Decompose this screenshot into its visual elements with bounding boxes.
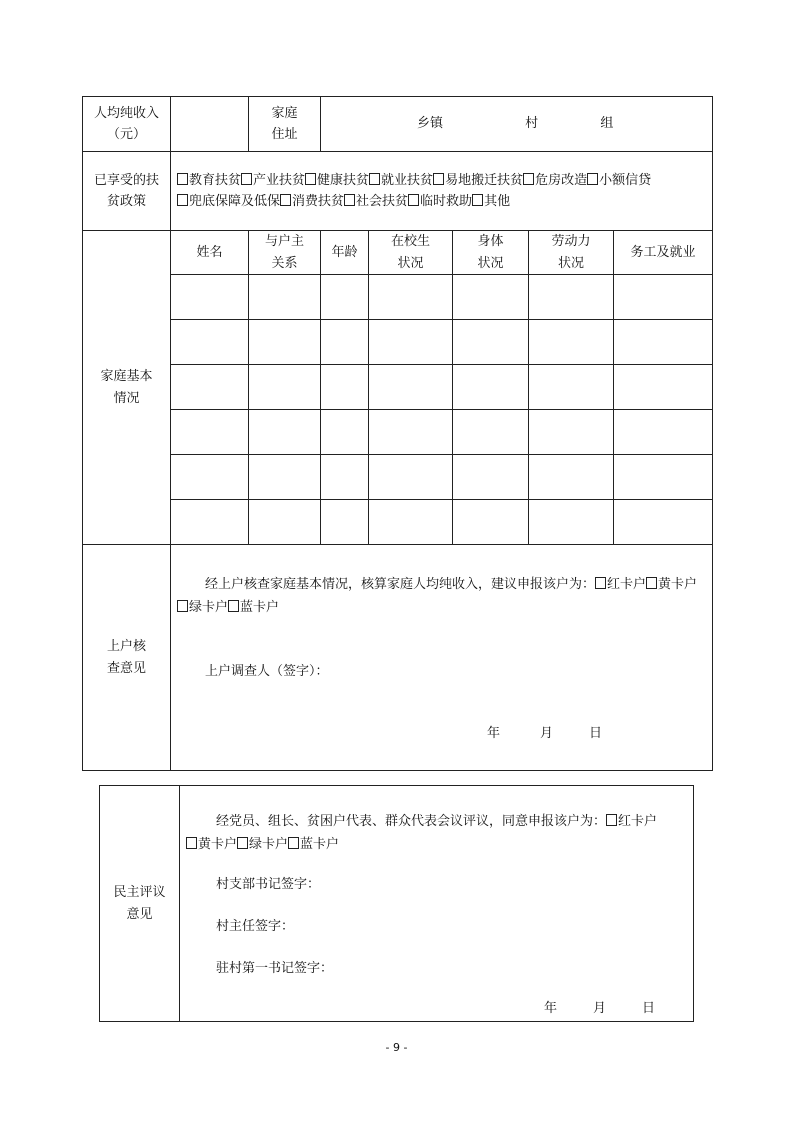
member-cell[interactable] bbox=[453, 320, 529, 365]
header-age: 年龄 bbox=[321, 231, 369, 275]
policy-option[interactable] bbox=[344, 194, 408, 209]
verify-paragraph: 经上户核查家庭基本情况，核算家庭人均纯收入，建议申报该户为： 红卡户 黄卡户绿卡户 蓝卡户 bbox=[177, 573, 709, 619]
checkbox-icon[interactable] bbox=[280, 194, 291, 206]
checkbox-icon[interactable] bbox=[305, 173, 316, 185]
policy-option-label: 小额信贷 bbox=[599, 172, 652, 188]
policy-option-label: 易地搬迁扶贫 bbox=[445, 172, 524, 188]
verify-card-option[interactable] bbox=[228, 600, 279, 615]
policy-option[interactable] bbox=[523, 173, 587, 188]
member-cell[interactable] bbox=[321, 410, 369, 455]
member-row bbox=[83, 455, 713, 500]
policy-options bbox=[171, 152, 713, 231]
policy-option[interactable] bbox=[433, 173, 523, 188]
checkbox-icon[interactable] bbox=[228, 600, 239, 612]
checkbox-icon[interactable] bbox=[177, 173, 188, 185]
democratic-review-table bbox=[99, 785, 694, 1022]
member-row bbox=[83, 500, 713, 545]
member-cell[interactable] bbox=[614, 500, 713, 545]
democratic-paragraph: 经党员、组长、贫困户代表、群众代表会议评议，同意申报该户为： 红卡户黄卡户 绿卡户 蓝卡户 bbox=[186, 810, 686, 856]
header-name: 姓名 bbox=[171, 231, 249, 275]
member-cell[interactable] bbox=[321, 275, 369, 320]
member-row bbox=[83, 320, 713, 365]
checkbox-icon[interactable] bbox=[344, 194, 355, 206]
member-cell[interactable] bbox=[529, 455, 614, 500]
member-cell[interactable] bbox=[453, 500, 529, 545]
member-cell[interactable] bbox=[171, 500, 249, 545]
member-cell[interactable] bbox=[369, 500, 453, 545]
checkbox-icon[interactable] bbox=[646, 577, 657, 589]
checkbox-icon[interactable] bbox=[587, 173, 598, 185]
verify-label: 上户核查意见 bbox=[83, 545, 171, 771]
income-value-cell[interactable] bbox=[171, 97, 249, 152]
member-cell[interactable] bbox=[614, 275, 713, 320]
policy-option-label: 危房改造 bbox=[535, 172, 588, 188]
verify-content bbox=[171, 545, 713, 771]
policy-option[interactable] bbox=[305, 173, 369, 188]
member-cell[interactable] bbox=[321, 500, 369, 545]
township-label: 乡镇 bbox=[417, 116, 444, 132]
member-cell[interactable] bbox=[453, 365, 529, 410]
member-cell[interactable] bbox=[369, 320, 453, 365]
policy-option-label: 健康扶贫 bbox=[317, 172, 370, 188]
democratic-card-option[interactable] bbox=[606, 814, 657, 829]
democratic-card-option-label: 黄卡户 bbox=[198, 837, 238, 852]
checkbox-icon[interactable] bbox=[177, 600, 188, 612]
member-cell[interactable] bbox=[453, 410, 529, 455]
checkbox-icon[interactable] bbox=[241, 173, 252, 185]
policy-option-label: 社会扶贫 bbox=[356, 194, 409, 209]
member-cell[interactable] bbox=[453, 275, 529, 320]
member-cell[interactable] bbox=[614, 455, 713, 500]
income-label: 人均纯收入（元） bbox=[83, 97, 171, 152]
democratic-content bbox=[180, 786, 694, 1022]
header-employment: 务工及就业 bbox=[614, 231, 713, 275]
checkbox-icon[interactable] bbox=[408, 194, 419, 206]
policy-option-label: 产业扶贫 bbox=[253, 172, 306, 188]
investigator-sign: 上户调查人（签字）： bbox=[205, 664, 329, 679]
member-row bbox=[83, 365, 713, 410]
democratic-card-option-label: 绿卡户 bbox=[249, 837, 289, 852]
member-cell[interactable] bbox=[249, 320, 321, 365]
member-cell[interactable] bbox=[529, 365, 614, 410]
member-cell[interactable] bbox=[369, 455, 453, 500]
checkbox-icon[interactable] bbox=[433, 173, 444, 185]
policy-option[interactable] bbox=[472, 194, 510, 209]
checkbox-icon[interactable] bbox=[472, 194, 483, 206]
policy-option-label: 兜底保障及低保 bbox=[189, 194, 281, 209]
checkbox-icon[interactable] bbox=[523, 173, 534, 185]
democratic-date: 年 月 日 bbox=[544, 1001, 656, 1016]
policy-option[interactable] bbox=[177, 194, 280, 209]
address-value-cell[interactable] bbox=[321, 97, 713, 152]
member-cell[interactable] bbox=[249, 455, 321, 500]
policy-option[interactable] bbox=[241, 173, 305, 188]
checkbox-icon[interactable] bbox=[595, 577, 606, 589]
household-form-table bbox=[82, 96, 713, 771]
member-cell[interactable] bbox=[614, 320, 713, 365]
verify-card-option-label: 红卡户 bbox=[607, 577, 647, 592]
member-cell[interactable] bbox=[529, 320, 614, 365]
democratic-label: 民主评议意见 bbox=[100, 786, 180, 1022]
policy-label: 已享受的扶贫政策 bbox=[83, 152, 171, 231]
policy-option[interactable] bbox=[177, 173, 241, 188]
verify-card-option-label: 绿卡户 bbox=[189, 600, 229, 615]
policy-option[interactable] bbox=[369, 173, 433, 188]
village-label: 村 bbox=[525, 116, 539, 132]
democratic-card-option[interactable] bbox=[186, 837, 237, 852]
democratic-card-option-label: 红卡户 bbox=[618, 814, 658, 829]
address-label: 家庭住址 bbox=[249, 97, 321, 152]
member-cell[interactable] bbox=[171, 275, 249, 320]
checkbox-icon[interactable] bbox=[606, 814, 617, 826]
member-cell[interactable] bbox=[171, 320, 249, 365]
header-student: 在校生状况 bbox=[369, 231, 453, 275]
democratic-card-option-label: 蓝卡户 bbox=[300, 837, 340, 852]
member-cell[interactable] bbox=[529, 410, 614, 455]
sign-village-director: 村主任签字： bbox=[216, 919, 295, 934]
verify-date: 年 月 日 bbox=[487, 726, 603, 741]
member-cell[interactable] bbox=[171, 410, 249, 455]
member-row bbox=[83, 410, 713, 455]
member-cell[interactable] bbox=[453, 455, 529, 500]
header-health: 身体状况 bbox=[453, 231, 529, 275]
sign-first-secretary: 驻村第一书记签字： bbox=[216, 961, 334, 976]
member-cell[interactable] bbox=[171, 455, 249, 500]
checkbox-icon[interactable] bbox=[177, 194, 188, 206]
sign-party-secretary: 村支部书记签字： bbox=[216, 877, 321, 892]
member-cell[interactable] bbox=[249, 275, 321, 320]
verify-card-option-label: 黄卡户 bbox=[658, 577, 698, 592]
member-cell[interactable] bbox=[249, 500, 321, 545]
verify-card-option[interactable] bbox=[177, 600, 228, 615]
member-cell[interactable] bbox=[249, 365, 321, 410]
member-cell[interactable] bbox=[614, 410, 713, 455]
header-labor: 劳动力状况 bbox=[529, 231, 614, 275]
policy-option[interactable] bbox=[408, 194, 472, 209]
policy-option[interactable] bbox=[587, 173, 651, 188]
policy-option-label: 其他 bbox=[484, 194, 511, 209]
checkbox-icon[interactable] bbox=[288, 837, 299, 849]
member-cell[interactable] bbox=[321, 365, 369, 410]
header-relation: 与户主关系 bbox=[249, 231, 321, 275]
member-cell[interactable] bbox=[529, 500, 614, 545]
member-cell[interactable] bbox=[369, 275, 453, 320]
checkbox-icon[interactable] bbox=[369, 173, 380, 185]
verify-card-option[interactable] bbox=[646, 577, 697, 592]
family-label: 家庭基本情况 bbox=[83, 231, 171, 545]
policy-option-label: 临时救助 bbox=[420, 194, 473, 209]
member-cell[interactable] bbox=[369, 410, 453, 455]
checkbox-icon[interactable] bbox=[186, 837, 197, 849]
member-row bbox=[83, 275, 713, 320]
member-cell[interactable] bbox=[369, 365, 453, 410]
member-cell[interactable] bbox=[249, 410, 321, 455]
policy-option-label: 消费扶贫 bbox=[292, 194, 345, 209]
policy-option-label: 就业扶贫 bbox=[381, 172, 434, 188]
policy-option-label: 教育扶贫 bbox=[189, 172, 242, 188]
group-label: 组 bbox=[600, 116, 614, 132]
member-cell[interactable] bbox=[171, 365, 249, 410]
verify-card-option-label: 蓝卡户 bbox=[240, 600, 280, 615]
verify-card-option[interactable] bbox=[595, 577, 646, 592]
checkbox-icon[interactable] bbox=[237, 837, 248, 849]
member-cell[interactable] bbox=[529, 275, 614, 320]
policy-option[interactable] bbox=[280, 194, 344, 209]
member-cell[interactable] bbox=[321, 455, 369, 500]
page-number: - 9 - bbox=[385, 1041, 408, 1054]
democratic-card-option[interactable] bbox=[237, 837, 288, 852]
member-cell[interactable] bbox=[614, 365, 713, 410]
member-cell[interactable] bbox=[321, 320, 369, 365]
democratic-card-option[interactable] bbox=[288, 837, 339, 852]
